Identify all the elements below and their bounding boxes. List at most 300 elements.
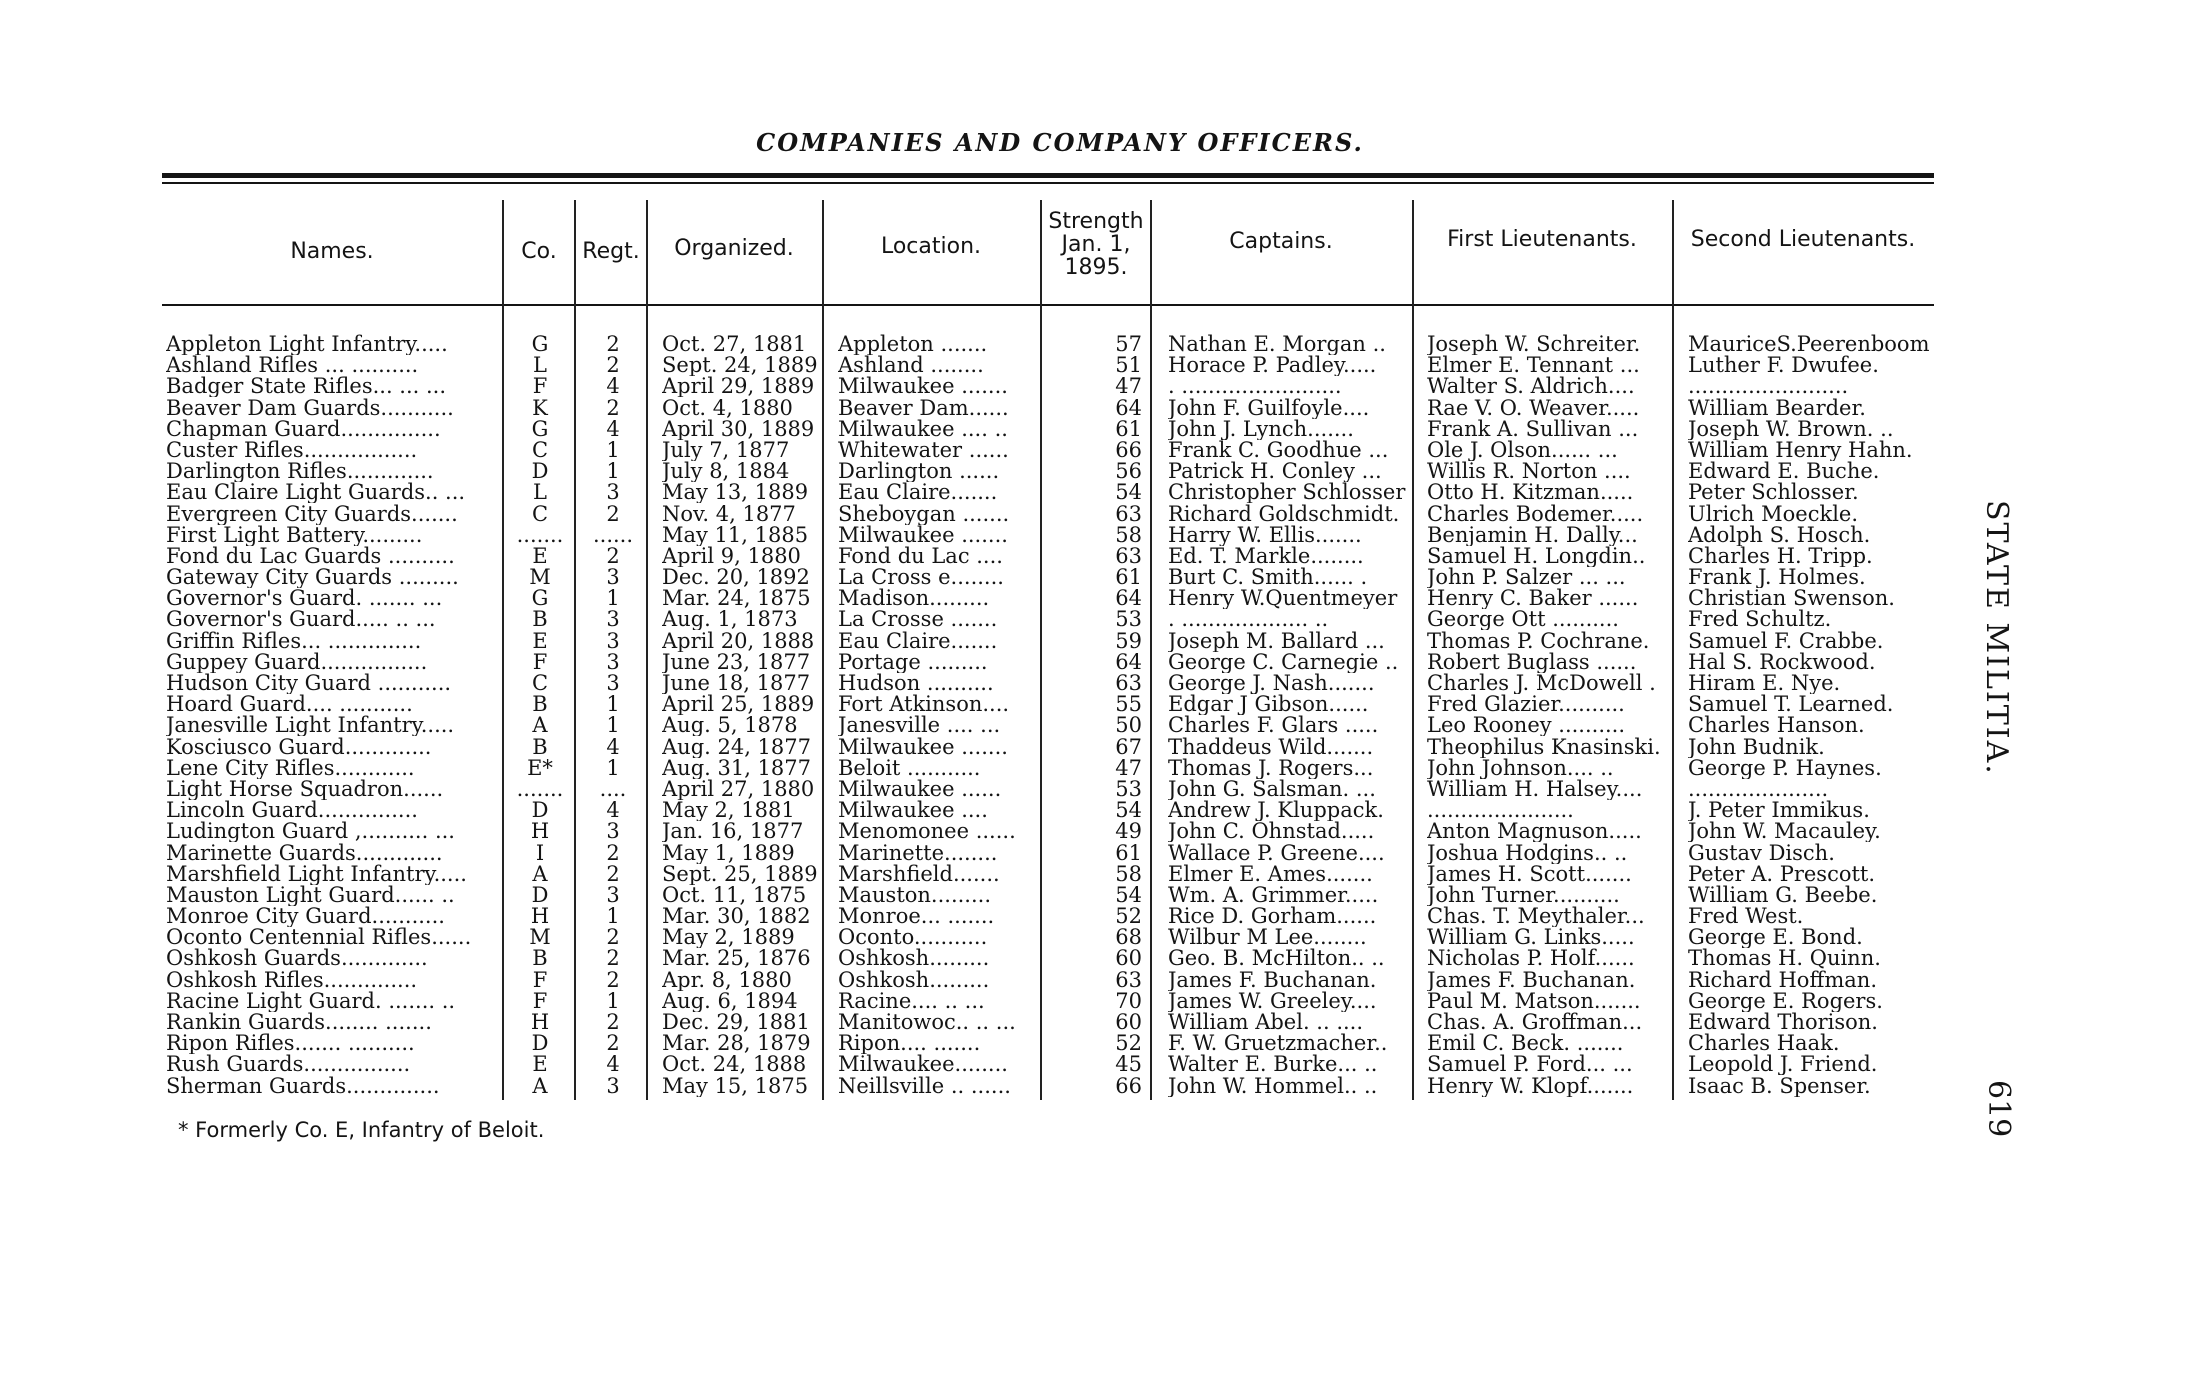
- cell-organized: May 11, 1885: [662, 524, 809, 546]
- cell-captain: John F. Guilfoyle....: [1168, 397, 1370, 419]
- cell-location: Portage .........: [838, 651, 988, 673]
- cell-organized: June 23, 1877: [662, 651, 811, 673]
- cell-second-lieutenant: J. Peter Immikus.: [1688, 800, 1870, 822]
- cell-strength: 61: [1115, 418, 1142, 440]
- cell-strength: 53: [1115, 778, 1142, 800]
- cell-organized: Aug. 24, 1877: [662, 736, 811, 758]
- cell-organized: Oct. 4, 1880: [662, 397, 793, 419]
- cell-regt: 3: [606, 482, 620, 504]
- table-row: [0, 588, 2192, 609]
- cell-captain: Charles F. Glars .....: [1168, 715, 1379, 737]
- cell-organized: Aug. 5, 1878: [662, 715, 798, 737]
- cell-regt: 2: [606, 334, 620, 355]
- cell-location: Milwaukee .... ..: [838, 418, 1008, 440]
- cell-regt: 2: [606, 927, 620, 949]
- cell-regt: 2: [606, 842, 620, 864]
- cell-captain: James W. Greeley....: [1168, 990, 1377, 1012]
- cell-second-lieutenant: Thomas H. Quinn.: [1688, 948, 1881, 970]
- cell-regt: 3: [606, 884, 620, 906]
- cell-regt: 4: [606, 1054, 620, 1076]
- cell-second-lieutenant: William G. Beebe.: [1688, 884, 1878, 906]
- cell-name: Oconto Centennial Rifles......: [166, 927, 472, 949]
- cell-first-lieutenant: John Johnson.... ..: [1427, 757, 1614, 779]
- cell-organized: Dec. 29, 1881: [662, 1012, 810, 1033]
- cell-co: G: [531, 588, 549, 610]
- cell-captain: . ........................: [1168, 376, 1342, 398]
- header-strength-line2: Jan. 1,: [1061, 232, 1131, 257]
- cell-first-lieutenant: Frank A. Sullivan ...: [1427, 418, 1639, 440]
- footnote: * Formerly Co. E, Infantry of Beloit.: [178, 1118, 545, 1142]
- cell-second-lieutenant: Isaac B. Spenser.: [1688, 1075, 1871, 1097]
- cell-organized: April 27, 1880: [662, 778, 815, 800]
- cell-organized: Nov. 4, 1877: [662, 503, 796, 525]
- cell-co: F: [532, 376, 548, 398]
- cell-co: F: [532, 651, 548, 673]
- cell-strength: 60: [1115, 1012, 1142, 1033]
- cell-captain: George J. Nash.......: [1168, 673, 1375, 694]
- cell-name: Racine Light Guard. ....... ..: [166, 990, 456, 1012]
- cell-location: Neillsville .. ......: [838, 1075, 1011, 1097]
- page-title: COMPANIES AND COMPANY OFFICERS.: [756, 128, 1364, 157]
- cell-co: B: [532, 694, 548, 716]
- cell-regt: 3: [606, 673, 620, 694]
- cell-co: A: [532, 1075, 548, 1097]
- cell-regt: 2: [606, 503, 620, 525]
- cell-first-lieutenant: Anton Magnuson.....: [1427, 821, 1642, 843]
- cell-strength: 67: [1115, 736, 1142, 758]
- table-row: [0, 1054, 2192, 1075]
- cell-strength: 53: [1115, 609, 1142, 631]
- cell-captain: Patrick H. Conley ...: [1168, 461, 1382, 483]
- cell-co: B: [532, 736, 548, 758]
- cell-name: Hudson City Guard ...........: [166, 673, 452, 694]
- cell-co: D: [531, 1033, 549, 1055]
- cell-regt: 1: [606, 715, 620, 737]
- table-row: [0, 758, 2192, 779]
- cell-organized: Jan. 16, 1877: [662, 821, 804, 843]
- cell-location: Menomonee ......: [838, 821, 1016, 843]
- cell-name: Darlington Rifles.............: [166, 461, 434, 483]
- cell-strength: 70: [1115, 990, 1142, 1012]
- cell-captain: . ................... ..: [1168, 609, 1329, 631]
- table-row: [0, 694, 2192, 715]
- cell-captain: Richard Goldschmidt.: [1168, 503, 1400, 525]
- cell-first-lieutenant: ......................: [1427, 800, 1574, 822]
- cell-second-lieutenant: Peter Schlosser.: [1688, 482, 1859, 504]
- cell-organized: April 9, 1880: [662, 545, 801, 567]
- cell-co: D: [531, 884, 549, 906]
- cell-strength: 49: [1115, 821, 1142, 843]
- cell-first-lieutenant: John P. Salzer ... ...: [1427, 567, 1626, 589]
- cell-second-lieutenant: Adolph S. Hosch.: [1688, 524, 1871, 546]
- cell-regt: 2: [606, 1033, 620, 1055]
- cell-second-lieutenant: MauriceS.Peerenboom: [1688, 334, 1930, 355]
- table-row: [0, 715, 2192, 736]
- cell-regt: 2: [606, 397, 620, 419]
- cell-second-lieutenant: Richard Hoffman.: [1688, 969, 1877, 991]
- cell-strength: 54: [1115, 482, 1142, 504]
- cell-name: Ludington Guard ,.......... ...: [166, 821, 455, 843]
- cell-co: L: [533, 482, 547, 504]
- cell-organized: May 2, 1881: [662, 800, 795, 822]
- cell-location: Marinette........: [838, 842, 998, 864]
- cell-strength: 56: [1115, 461, 1142, 483]
- cell-second-lieutenant: Samuel T. Learned.: [1688, 694, 1894, 716]
- cell-second-lieutenant: Ulrich Moeckle.: [1688, 503, 1859, 525]
- table-row: [0, 906, 2192, 927]
- cell-name: Fond du Lac Guards ..........: [166, 545, 455, 567]
- cell-co: .......: [516, 524, 564, 546]
- cell-co: B: [532, 609, 548, 631]
- cell-location: Manitowoc.. .. ...: [838, 1012, 1016, 1033]
- table-row: [0, 482, 2192, 503]
- cell-regt: 3: [606, 630, 620, 652]
- cell-first-lieutenant: Fred Glazier..........: [1427, 694, 1625, 716]
- cell-name: Ashland Rifles ... ..........: [166, 355, 419, 377]
- cell-organized: May 15, 1875: [662, 1075, 809, 1097]
- cell-first-lieutenant: Chas. A. Groffman...: [1427, 1012, 1643, 1033]
- header-regt: Regt.: [582, 239, 640, 264]
- cell-strength: 61: [1115, 567, 1142, 589]
- table-row: [0, 440, 2192, 461]
- cell-captain: George C. Carnegie ..: [1168, 651, 1399, 673]
- cell-captain: John C. Ohnstad.....: [1168, 821, 1375, 843]
- cell-regt: 1: [606, 439, 620, 461]
- cell-first-lieutenant: Paul M. Matson.......: [1427, 990, 1641, 1012]
- cell-first-lieutenant: Charles J. McDowell .: [1427, 673, 1656, 694]
- page-number: 619: [1981, 1080, 2016, 1138]
- table-row: [0, 991, 2192, 1012]
- cell-first-lieutenant: Theophilus Knasinski.: [1427, 736, 1661, 758]
- header-second-lieutenants: Second Lieutenants.: [1690, 227, 1916, 252]
- cell-second-lieutenant: Fred Schultz.: [1688, 609, 1832, 631]
- cell-captain: Wallace P. Greene....: [1168, 842, 1385, 864]
- cell-name: Appleton Light Infantry.....: [166, 334, 448, 355]
- cell-location: Eau Claire.......: [838, 630, 998, 652]
- cell-strength: 64: [1115, 397, 1142, 419]
- cell-first-lieutenant: George Ott ..........: [1427, 609, 1619, 631]
- table-row: [0, 355, 2192, 376]
- cell-first-lieutenant: William H. Halsey....: [1427, 778, 1643, 800]
- cell-regt: 3: [606, 567, 620, 589]
- cell-name: Governor's Guard. ....... ...: [166, 588, 443, 610]
- table-row: [0, 800, 2192, 821]
- cell-regt: 4: [606, 376, 620, 398]
- cell-strength: 63: [1115, 969, 1142, 991]
- header-rule: [162, 304, 1934, 306]
- cell-captain: John W. Hommel.. ..: [1168, 1075, 1378, 1097]
- cell-captain: Elmer E. Ames.......: [1168, 863, 1373, 885]
- table-row: [0, 927, 2192, 948]
- cell-organized: May 2, 1889: [662, 927, 795, 949]
- cell-regt: 3: [606, 1075, 620, 1097]
- cell-co: H: [530, 906, 550, 928]
- cell-first-lieutenant: John Turner..........: [1427, 884, 1620, 906]
- cell-location: Monroe... .......: [838, 906, 995, 928]
- cell-organized: Mar. 25, 1876: [662, 948, 811, 970]
- cell-captain: Geo. B. McHilton.. ..: [1168, 948, 1385, 970]
- cell-strength: 54: [1115, 884, 1142, 906]
- cell-regt: 2: [606, 1012, 620, 1033]
- header-co: Co.: [521, 239, 557, 264]
- cell-organized: Dec. 20, 1892: [662, 567, 810, 589]
- cell-strength: 57: [1115, 334, 1142, 355]
- cell-strength: 47: [1115, 757, 1142, 779]
- cell-captain: Thomas J. Rogers...: [1168, 757, 1374, 779]
- cell-name: Rush Guards................: [166, 1054, 411, 1076]
- cell-second-lieutenant: Gustav Disch.: [1688, 842, 1835, 864]
- cell-location: Hudson ..........: [838, 673, 994, 694]
- cell-first-lieutenant: Emil C. Beck. .......: [1427, 1033, 1624, 1055]
- cell-first-lieutenant: James F. Buchanan.: [1427, 969, 1636, 991]
- cell-location: Beaver Dam......: [838, 397, 1009, 419]
- cell-first-lieutenant: Robert Buglass ......: [1427, 651, 1637, 673]
- cell-first-lieutenant: Joshua Hodgins.. ..: [1427, 842, 1628, 864]
- cell-regt: 4: [606, 736, 620, 758]
- cell-location: La Crosse .......: [838, 609, 998, 631]
- cell-strength: 47: [1115, 376, 1142, 398]
- cell-regt: 3: [606, 609, 620, 631]
- cell-first-lieutenant: Samuel H. Longdin..: [1427, 545, 1646, 567]
- cell-regt: ......: [592, 524, 634, 546]
- cell-second-lieutenant: George E. Bond.: [1688, 927, 1863, 949]
- cell-name: Lene City Rifles............: [166, 757, 415, 779]
- cell-name: Eau Claire Light Guards.. ...: [166, 482, 466, 504]
- cell-first-lieutenant: Chas. T. Meythaler...: [1427, 906, 1645, 928]
- header-strength-line1: Strength: [1048, 209, 1144, 234]
- table-row: [0, 631, 2192, 652]
- cell-location: Milwaukee .......: [838, 376, 1008, 398]
- table-row: [0, 334, 2192, 355]
- cell-strength: 50: [1115, 715, 1142, 737]
- cell-co: H: [530, 1012, 550, 1033]
- table-row: [0, 419, 2192, 440]
- cell-strength: 58: [1115, 863, 1142, 885]
- cell-second-lieutenant: Charles Hanson.: [1688, 715, 1865, 737]
- cell-second-lieutenant: Peter A. Prescott.: [1688, 863, 1876, 885]
- cell-name: Oshkosh Guards.............: [166, 948, 428, 970]
- cell-name: Lincoln Guard...............: [166, 800, 418, 822]
- header-strength-line3: 1895.: [1064, 255, 1128, 280]
- cell-captain: Frank C. Goodhue ...: [1168, 439, 1389, 461]
- cell-location: Eau Claire.......: [838, 482, 998, 504]
- cell-co: .......: [516, 778, 564, 800]
- cell-name: Custer Rifles.................: [166, 439, 418, 461]
- cell-organized: Oct. 24, 1888: [662, 1054, 807, 1076]
- header-location: Location.: [880, 234, 982, 259]
- table-row: [0, 504, 2192, 525]
- cell-second-lieutenant: .....................: [1688, 778, 1829, 800]
- cell-co: C: [531, 503, 549, 525]
- cell-first-lieutenant: William G. Links.....: [1427, 927, 1635, 949]
- cell-regt: 2: [606, 863, 620, 885]
- cell-second-lieutenant: William Bearder.: [1688, 397, 1866, 419]
- table-row: [0, 885, 2192, 906]
- cell-location: Oshkosh.........: [838, 969, 990, 991]
- table-row: [0, 609, 2192, 630]
- cell-co: B: [532, 948, 548, 970]
- cell-co: A: [532, 863, 548, 885]
- cell-first-lieutenant: Benjamin H. Dally...: [1427, 524, 1638, 546]
- cell-location: Milwaukee .......: [838, 524, 1008, 546]
- header-strength: [1042, 210, 1150, 279]
- cell-location: Janesville .... ...: [838, 715, 1001, 737]
- cell-captain: William Abel. .. ....: [1168, 1012, 1364, 1033]
- header-names: Names.: [290, 239, 374, 264]
- cell-first-lieutenant: Willis R. Norton ....: [1427, 461, 1631, 483]
- cell-location: Ripon.... .......: [838, 1033, 981, 1055]
- cell-co: I: [535, 842, 545, 864]
- cell-first-lieutenant: Otto H. Kitzman.....: [1427, 482, 1634, 504]
- cell-captain: Joseph M. Ballard ...: [1168, 630, 1385, 652]
- cell-second-lieutenant: Hal S. Rockwood.: [1688, 651, 1876, 673]
- cell-strength: 45: [1115, 1054, 1142, 1076]
- cell-second-lieutenant: Samuel F. Crabbe.: [1688, 630, 1884, 652]
- cell-captain: Edgar J Gibson......: [1168, 694, 1369, 716]
- cell-captain: John J. Lynch.......: [1168, 418, 1354, 440]
- cell-regt: 3: [606, 651, 620, 673]
- cell-organized: June 18, 1877: [662, 673, 811, 694]
- cell-first-lieutenant: Nicholas P. Holf......: [1427, 948, 1635, 970]
- cell-first-lieutenant: Ole J. Olson...... ...: [1427, 439, 1618, 461]
- cell-location: Appleton .......: [838, 334, 988, 355]
- cell-strength: 66: [1115, 1075, 1142, 1097]
- header-organized: Organized.: [674, 236, 794, 261]
- cell-captain: Christopher Schlosser: [1168, 482, 1406, 504]
- table-row: [0, 843, 2192, 864]
- cell-location: Oshkosh.........: [838, 948, 990, 970]
- cell-location: Milwaukee........: [838, 1054, 1008, 1076]
- cell-captain: Henry W.Quentmeyer: [1168, 588, 1398, 610]
- cell-location: Milwaukee ....: [838, 800, 988, 822]
- cell-second-lieutenant: Charles Haak.: [1688, 1033, 1840, 1055]
- table-row: [0, 779, 2192, 800]
- cell-name: Ripon Rifles....... ..........: [166, 1033, 415, 1055]
- cell-organized: July 7, 1877: [662, 439, 790, 461]
- cell-co: A: [532, 715, 548, 737]
- cell-location: Fond du Lac ....: [838, 545, 1003, 567]
- cell-organized: Oct. 27, 1881: [662, 334, 807, 355]
- cell-regt: 2: [606, 355, 620, 377]
- cell-captain: James F. Buchanan.: [1168, 969, 1377, 991]
- cell-strength: 64: [1115, 651, 1142, 673]
- table-row: [0, 948, 2192, 969]
- cell-organized: Aug. 6, 1894: [662, 990, 798, 1012]
- cell-location: Ashland ........: [838, 355, 984, 377]
- cell-name: Rankin Guards........ .......: [166, 1012, 432, 1033]
- cell-captain: Wilbur M Lee........: [1168, 927, 1367, 949]
- cell-co: H: [530, 821, 550, 843]
- cell-strength: 55: [1115, 694, 1142, 716]
- cell-name: Janesville Light Infantry.....: [166, 715, 455, 737]
- cell-first-lieutenant: Charles Bodemer.....: [1427, 503, 1644, 525]
- cell-captain: Burt C. Smith...... .: [1168, 567, 1368, 589]
- cell-regt: 1: [606, 906, 620, 928]
- cell-co: L: [533, 355, 547, 377]
- companies-table-body: [0, 334, 2192, 1097]
- cell-location: Marshfield.......: [838, 863, 1000, 885]
- table-row: [0, 567, 2192, 588]
- cell-second-lieutenant: Christian Swenson.: [1688, 588, 1895, 610]
- cell-name: Governor's Guard..... .. ...: [166, 609, 436, 631]
- cell-name: Guppey Guard................: [166, 651, 428, 673]
- cell-name: First Light Battery.........: [166, 524, 423, 546]
- cell-name: Marshfield Light Infantry.....: [166, 863, 467, 885]
- table-row: [0, 821, 2192, 842]
- cell-co: E: [532, 1054, 548, 1076]
- cell-second-lieutenant: Hiram E. Nye.: [1688, 673, 1841, 694]
- cell-first-lieutenant: Samuel P. Ford... ...: [1427, 1054, 1633, 1076]
- cell-name: Kosciusco Guard.............: [166, 736, 432, 758]
- cell-organized: Oct. 11, 1875: [662, 884, 807, 906]
- cell-organized: Sept. 24, 1889: [662, 355, 818, 377]
- cell-co: E*: [527, 757, 553, 779]
- cell-co: G: [531, 334, 549, 355]
- cell-regt: 2: [606, 969, 620, 991]
- cell-co: E: [532, 630, 548, 652]
- cell-organized: May 1, 1889: [662, 842, 795, 864]
- cell-first-lieutenant: Rae V. O. Weaver.....: [1427, 397, 1640, 419]
- cell-organized: Mar. 30, 1882: [662, 906, 811, 928]
- cell-name: Sherman Guards..............: [166, 1075, 440, 1097]
- cell-location: La Cross e........: [838, 567, 1004, 589]
- table-row: [0, 525, 2192, 546]
- cell-organized: July 8, 1884: [662, 461, 790, 483]
- cell-name: Light Horse Squadron......: [166, 778, 444, 800]
- cell-location: Racine.... .. ...: [838, 990, 985, 1012]
- cell-organized: Mar. 24, 1875: [662, 588, 811, 610]
- table-row: [0, 737, 2192, 758]
- cell-strength: 58: [1115, 524, 1142, 546]
- cell-co: C: [531, 439, 549, 461]
- table-row: [0, 376, 2192, 397]
- cell-name: Chapman Guard...............: [166, 418, 441, 440]
- cell-location: Whitewater ......: [838, 439, 1009, 461]
- cell-name: Badger State Rifles... ... ...: [166, 376, 447, 398]
- cell-co: F: [532, 990, 548, 1012]
- cell-first-lieutenant: Thomas P. Cochrane.: [1427, 630, 1650, 652]
- cell-regt: 1: [606, 694, 620, 716]
- header-captains: Captains.: [1229, 229, 1333, 254]
- table-row: [0, 970, 2192, 991]
- cell-strength: 63: [1115, 545, 1142, 567]
- cell-regt: 2: [606, 948, 620, 970]
- cell-organized: April 30, 1889: [662, 418, 815, 440]
- cell-co: G: [531, 418, 549, 440]
- top-rule-thin: [162, 182, 1934, 184]
- cell-second-lieutenant: John W. Macauley.: [1688, 821, 1881, 843]
- cell-strength: 51: [1115, 355, 1142, 377]
- cell-first-lieutenant: Elmer E. Tennant ...: [1427, 355, 1640, 377]
- cell-captain: Rice D. Gorham......: [1168, 906, 1377, 928]
- cell-captain: Ed. T. Markle........: [1168, 545, 1364, 567]
- cell-captain: F. W. Gruetzmacher..: [1168, 1033, 1388, 1055]
- cell-co: K: [532, 397, 548, 419]
- cell-first-lieutenant: Joseph W. Schreiter.: [1427, 334, 1641, 355]
- table-row: [0, 1076, 2192, 1097]
- cell-location: Milwaukee ......: [838, 778, 1002, 800]
- cell-name: Hoard Guard.... ...........: [166, 694, 413, 716]
- cell-captain: John G. Salsman. ...: [1168, 778, 1376, 800]
- cell-strength: 60: [1115, 948, 1142, 970]
- cell-strength: 61: [1115, 842, 1142, 864]
- cell-captain: Horace P. Padley.....: [1168, 355, 1377, 377]
- cell-first-lieutenant: Henry C. Baker ......: [1427, 588, 1639, 610]
- table-row: [0, 398, 2192, 419]
- cell-regt: 1: [606, 461, 620, 483]
- cell-captain: Andrew J. Kluppack.: [1168, 800, 1384, 822]
- cell-second-lieutenant: Luther F. Dwufee.: [1688, 355, 1879, 377]
